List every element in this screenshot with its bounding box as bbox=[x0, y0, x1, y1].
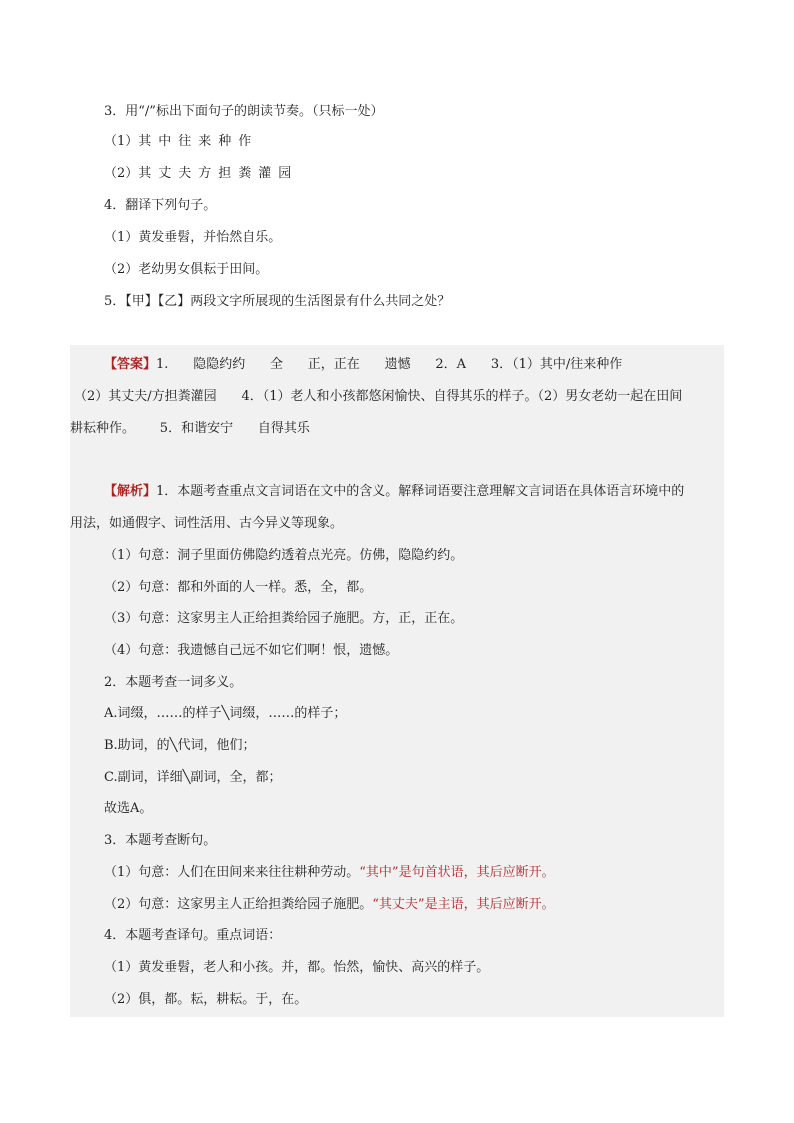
analysis-text-13a: （1）句意：人们在田间来来往往耕种劳动。 bbox=[104, 865, 360, 880]
analysis-text-1: 1．本题考查重点文言词语在文中的含义。解释词语要注意理解文言词语在具体语言环境中的 bbox=[156, 484, 685, 499]
analysis-line-12: 3．本题考查断句。 bbox=[104, 833, 217, 848]
analysis-note-13: “其中”是句首状语，其后应断开。 bbox=[359, 865, 555, 880]
answer-line-2: （2）其丈夫/方担粪灌园 4．（1）老人和小孩都悠闲愉快、自得其乐的样子。（2）男女老幼一起在田间 bbox=[74, 389, 683, 404]
answer-line-3: 耕耘种作。 5．和谐安宁 自得其乐 bbox=[70, 421, 310, 436]
answer-text-1: 1. 隐隐约约 全 正，正在 遗憾 2．A 3．（1）其中/往来种作 bbox=[156, 357, 623, 372]
item-number: （1） bbox=[104, 134, 139, 149]
analysis-line-3: （1）句意：洞子里面仿佛隐约透着点光亮。仿佛，隐隐约约。 bbox=[104, 548, 464, 563]
analysis-line-11: 故选A。 bbox=[104, 801, 153, 816]
analysis-line-13 bbox=[104, 864, 555, 882]
question-3: 3．用“/”标出下面句子的朗读节奏。（只标一处） bbox=[104, 104, 384, 119]
item-text: 其丈夫方担粪灌园 bbox=[138, 166, 299, 181]
question-4: 4．翻译下列句子。 bbox=[104, 198, 217, 213]
item-text: 其中往来种作 bbox=[138, 134, 259, 149]
analysis-line-15: 4．本题考查译句。重点词语： bbox=[104, 928, 282, 943]
answer-line-1 bbox=[104, 356, 622, 374]
analysis-line-7: 2．本题考查一词多义。 bbox=[104, 675, 243, 690]
analysis-line-4: （2）句意：都和外面的人一样。悉，全，都。 bbox=[104, 580, 373, 595]
analysis-line-14 bbox=[104, 896, 555, 914]
analysis-line-17: （2）俱，都。耘，耕耘。于，在。 bbox=[104, 992, 308, 1007]
analysis-line-1 bbox=[104, 483, 684, 501]
analysis-line-2: 用法，如通假字、词性活用、古今异义等现象。 bbox=[70, 516, 344, 531]
answer-label: 【答案】 bbox=[104, 357, 157, 372]
question-5: 5．【甲】【乙】两段文字所展现的生活图景有什么共同之处？ bbox=[104, 294, 451, 309]
analysis-line-5: （3）句意：这家男主人正给担粪给园子施肥。方，正，正在。 bbox=[104, 611, 464, 626]
analysis-note-14: “其丈夫”是主语，其后应断开。 bbox=[372, 897, 555, 912]
question-3-item-1 bbox=[104, 133, 258, 151]
analysis-line-8: A.词缀，……的样子╲词缀，……的样子； bbox=[104, 706, 347, 721]
question-4-item-2: （2）老幼男女俱耘于田间。 bbox=[104, 262, 269, 277]
analysis-line-9: B.助词，的╲代词，他们； bbox=[104, 738, 256, 753]
analysis-line-10: C.副词，详细╲副词，全，都； bbox=[104, 770, 282, 785]
question-4-item-1: （1）黄发垂髫，并怡然自乐。 bbox=[104, 230, 282, 245]
item-number: （2） bbox=[104, 166, 139, 181]
analysis-label: 【解析】 bbox=[104, 484, 157, 499]
analysis-line-16: （1）黄发垂髫，老人和小孩。并，都。怡然，愉快、高兴的样子。 bbox=[104, 960, 490, 975]
analysis-text-14a: （2）句意：这家男主人正给担粪给园子施肥。 bbox=[104, 897, 373, 912]
question-3-item-2 bbox=[104, 165, 298, 183]
analysis-line-6: （4）句意：我遗憾自己远不如它们啊！恨，遗憾。 bbox=[104, 643, 399, 658]
